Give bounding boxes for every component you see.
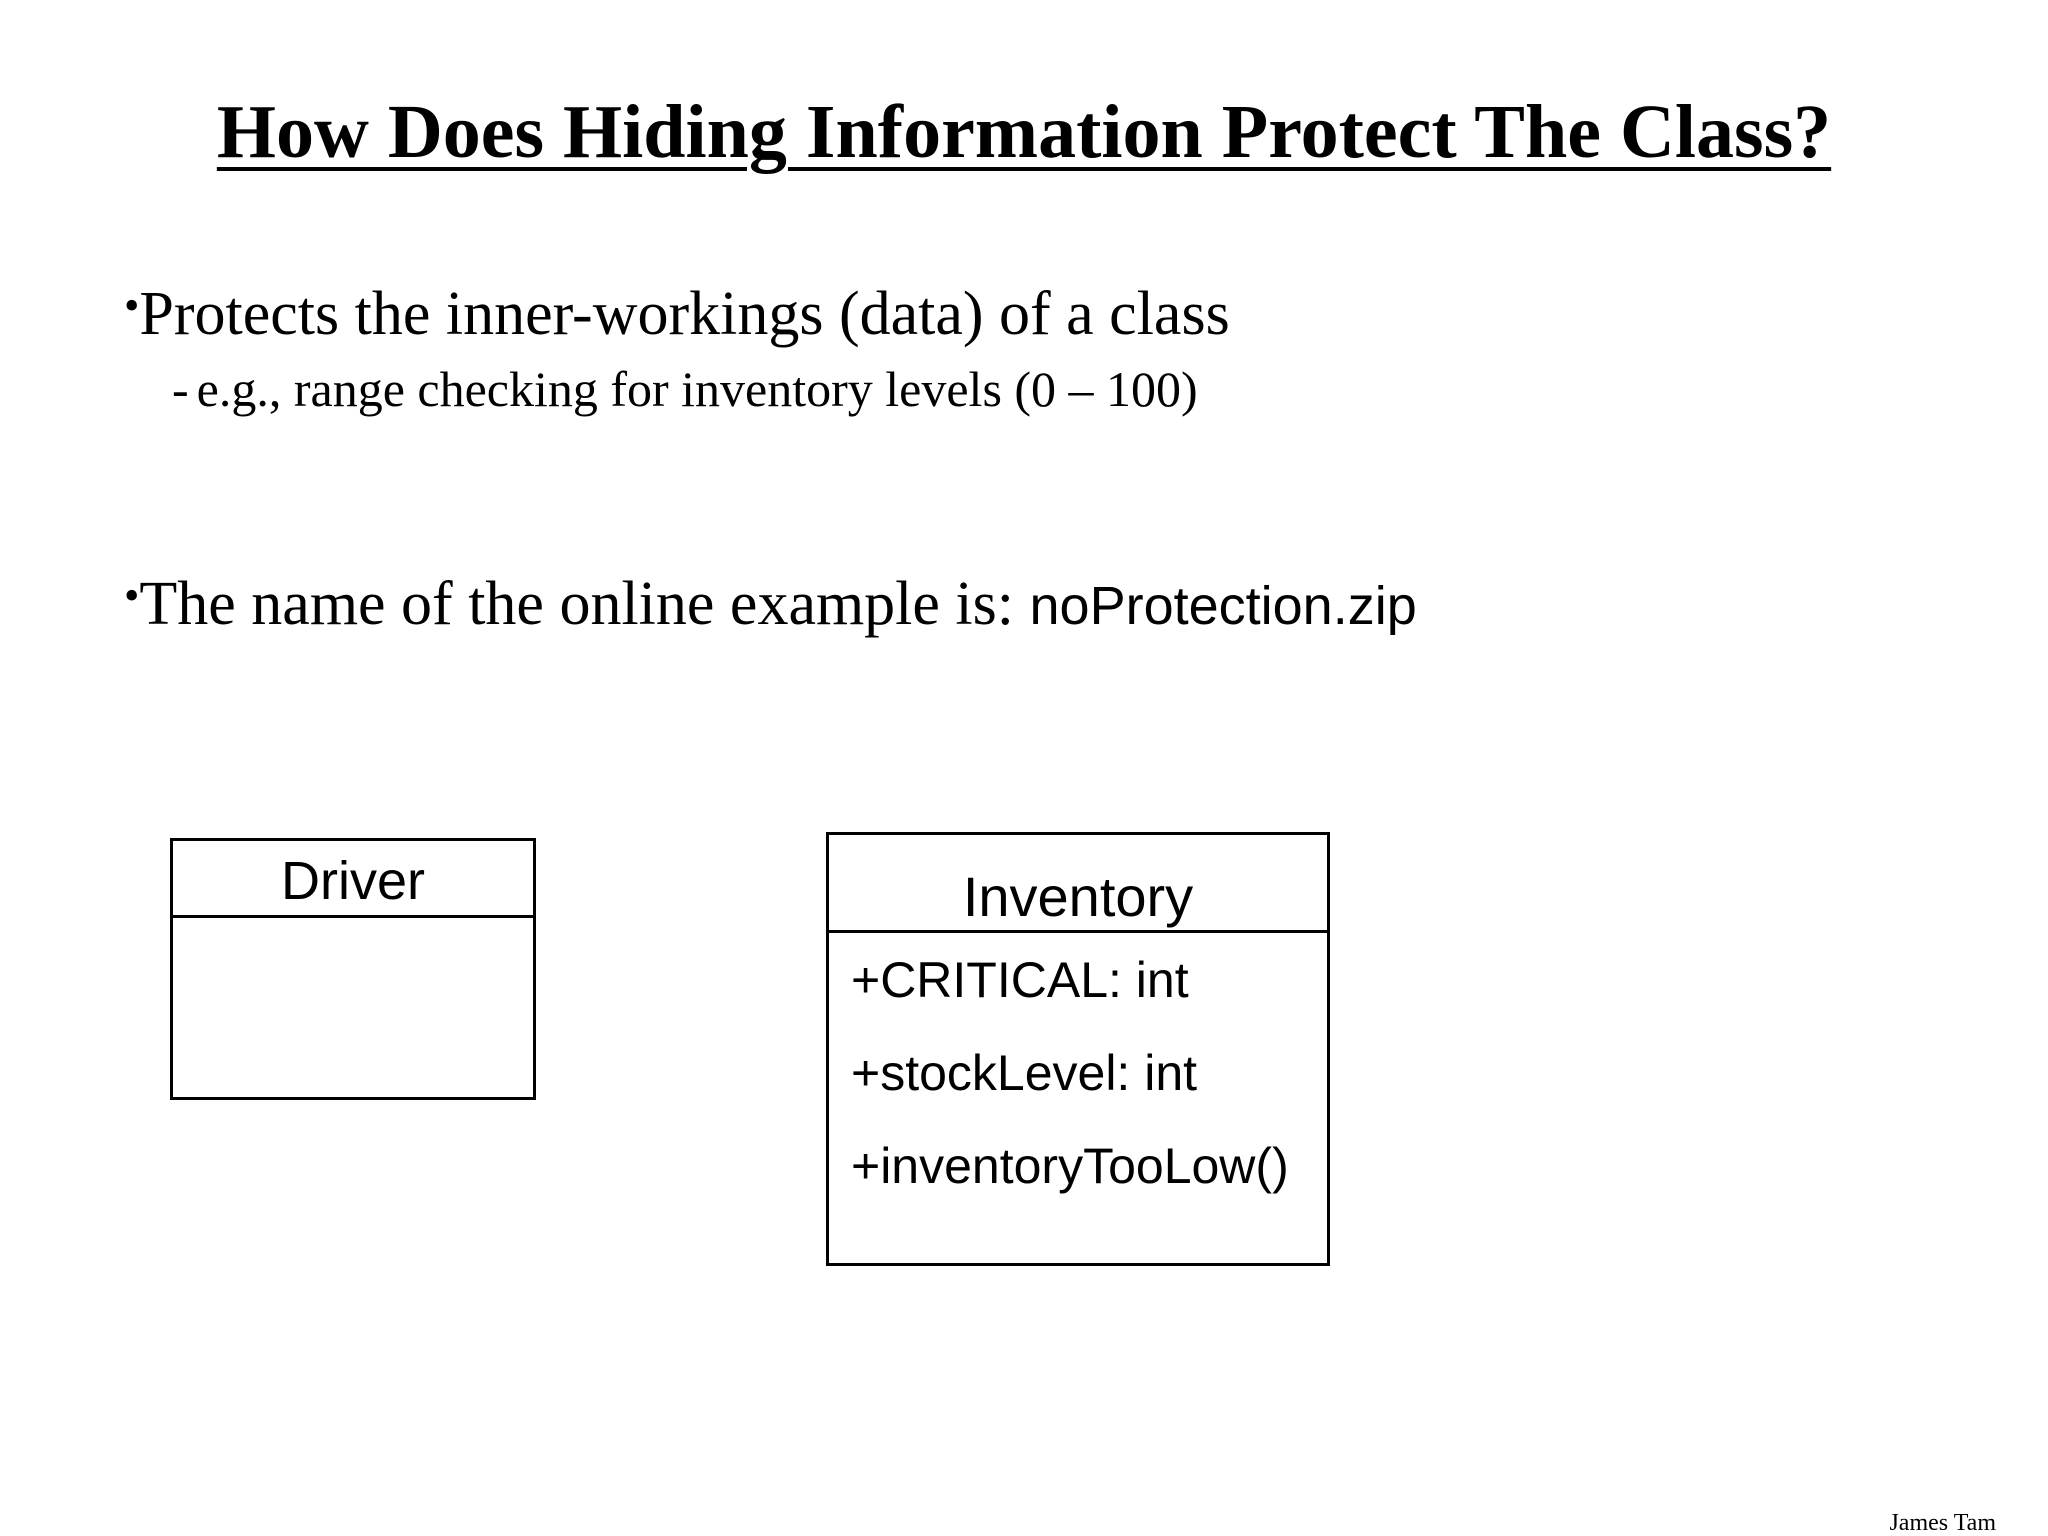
author-footer: James Tam xyxy=(1889,1510,1996,1536)
slide-title: How Does Hiding Information Protect The Class? xyxy=(216,90,1832,174)
bullet-protects-inner-workings xyxy=(124,270,1230,350)
class-members-inventory xyxy=(829,933,1327,1213)
example-filename: noProtection.zip xyxy=(1029,576,1417,636)
uml-class-driver xyxy=(170,838,536,1100)
bullet-online-example xyxy=(124,560,1417,642)
bullet-text: The name of the online example is: xyxy=(139,570,1030,638)
class-member: +inventoryTooLow() xyxy=(851,1138,1289,1194)
bullet-dot-icon: • xyxy=(124,281,140,330)
class-name-inventory: Inventory xyxy=(829,835,1327,933)
bullet-text: Protects the inner-workings (data) of a class xyxy=(139,280,1230,348)
sub-bullet-range-checking xyxy=(172,358,1198,420)
bullet-dot-icon: • xyxy=(124,571,140,620)
uml-class-inventory xyxy=(826,832,1330,1266)
class-name-driver: Driver xyxy=(173,841,533,918)
dash-bullet-icon: - xyxy=(172,361,189,417)
class-member: +stockLevel: int xyxy=(851,1045,1198,1101)
sub-bullet-text: e.g., range checking for inventory levels (0 – 100) xyxy=(196,361,1198,417)
class-member: +CRITICAL: int xyxy=(851,952,1189,1008)
